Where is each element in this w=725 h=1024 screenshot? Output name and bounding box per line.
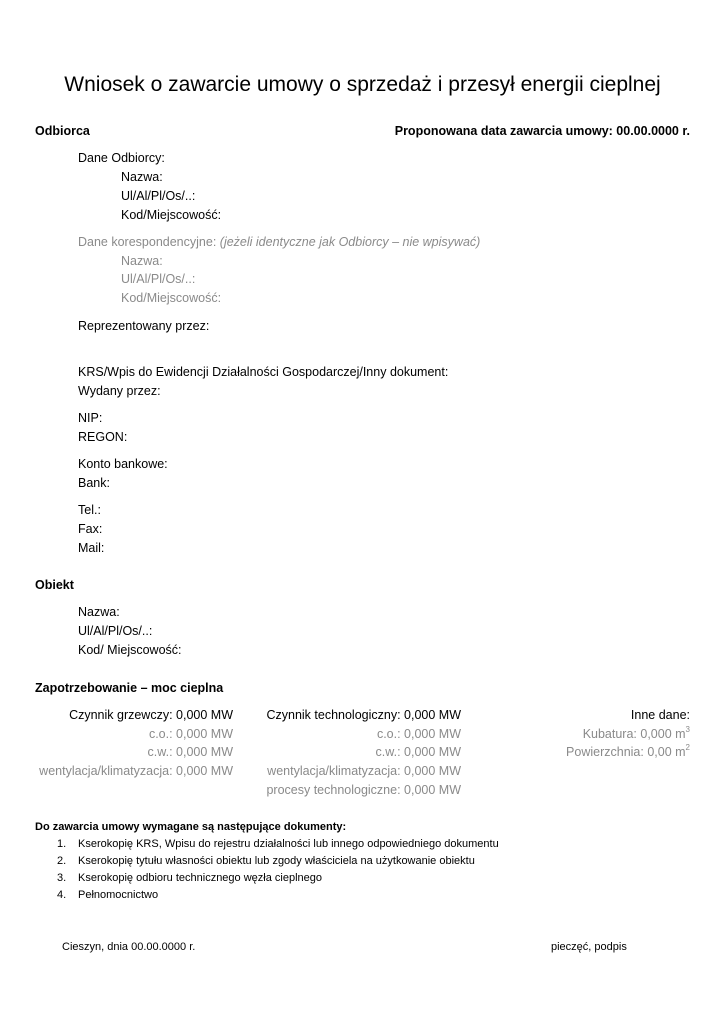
kubatura-unit-exponent: 3 [685,724,690,734]
technologiczny-row: c.w.: 0,000 MW [375,745,461,759]
list-item-text: Pełnomocnictwo [78,889,159,901]
grzewczy-row: c.o.: 0,000 MW [148,727,233,741]
technologiczny-row: c.o.: 0,000 MW [376,727,461,741]
technologiczny-row: procesy technologiczne: 0,000 MW [266,783,461,797]
grzewczy-header: Czynnik grzewczy: 0,000 MW [69,708,233,722]
krs-label: KRS/Wpis do Ewidencji Działalności Gospodarczej/Inny dokument: [78,365,449,379]
regon-label: REGON: [78,430,128,444]
koresp-ulica-label: Ul/Al/Pl/Os/..: [121,272,196,286]
odbiorca-kod-label: Kod/Miejscowość: [121,208,222,222]
dane-korespondencyjne-text: Dane korespondencyjne: [78,235,217,249]
mail-label: Mail: [78,541,105,555]
reprezentowany-label: Reprezentowany przez: [78,319,210,333]
dane-korespondencyjne-note: (jeżeli identyczne jak Odbiorcy – nie wpisywać) [219,235,481,249]
inne-header: Inne dane: [630,708,690,722]
list-item-number: 3. [57,872,67,884]
grzewczy-row: c.w.: 0,000 MW [147,745,233,759]
grzewczy-row: wentylacja/klimatyzacja: 0,000 MW [39,764,233,778]
list-item-number: 2. [57,855,67,867]
technologiczny-row: wentylacja/klimatyzacja: 0,000 MW [267,764,461,778]
signature-label: pieczęć, podpis [551,941,627,953]
odbiorca-ulica-label: Ul/Al/Pl/Os/..: [121,189,196,203]
list-item-text: Kserokopię odbioru technicznego węzła cieplnego [78,872,322,884]
obiekt-kod-label: Kod/ Miejscowość: [78,643,182,657]
documents-heading: Do zawarcia umowy wymagane są następujące dokumenty: [35,821,347,833]
powierzchnia-value [566,742,690,759]
koresp-nazwa-label: Nazwa: [121,254,163,268]
list-item-number: 4. [57,889,67,901]
section-heading-obiekt: Obiekt [35,578,74,592]
kubatura-value [582,724,690,741]
koresp-kod-label: Kod/Miejscowość: [121,291,222,305]
list-item-text: Kserokopię tytułu własności obiektu lub zgody właściciela na użytkowanie obiektu [78,855,475,867]
odbiorca-nazwa-label: Nazwa: [121,170,163,184]
powierzchnia-text: Powierzchnia: 0,00 m [566,745,686,759]
wydany-label: Wydany przez: [78,384,161,398]
konto-label: Konto bankowe: [78,457,168,471]
powierzchnia-unit-exponent: 2 [685,742,690,752]
tel-label: Tel.: [78,503,101,517]
section-heading-odbiorca: Odbiorca [35,124,90,138]
obiekt-nazwa-label: Nazwa: [78,605,120,619]
kubatura-text: Kubatura: 0,000 m [582,727,686,741]
proposed-date: Proponowana data zawarcia umowy: 00.00.0000 r. [394,124,690,138]
fax-label: Fax: [78,522,103,536]
technologiczny-header: Czynnik technologiczny: 0,000 MW [266,708,461,722]
nip-label: NIP: [78,411,103,425]
section-heading-zapotrzebowanie: Zapotrzebowanie – moc cieplna [35,681,224,695]
bank-label: Bank: [78,476,110,490]
place-date: Cieszyn, dnia 00.00.0000 r. [62,941,196,953]
dane-korespondencyjne-label [78,235,480,249]
dane-odbiorcy-label: Dane Odbiorcy: [78,151,165,165]
list-item-number: 1. [57,838,67,850]
obiekt-ulica-label: Ul/Al/Pl/Os/..: [78,624,153,638]
document-title: Wniosek o zawarcie umowy o sprzedaż i przesył energii cieplnej [64,73,661,96]
list-item-text: Kserokopię KRS, Wpisu do rejestru działalności lub innego odpowiedniego dokumentu [78,838,499,850]
